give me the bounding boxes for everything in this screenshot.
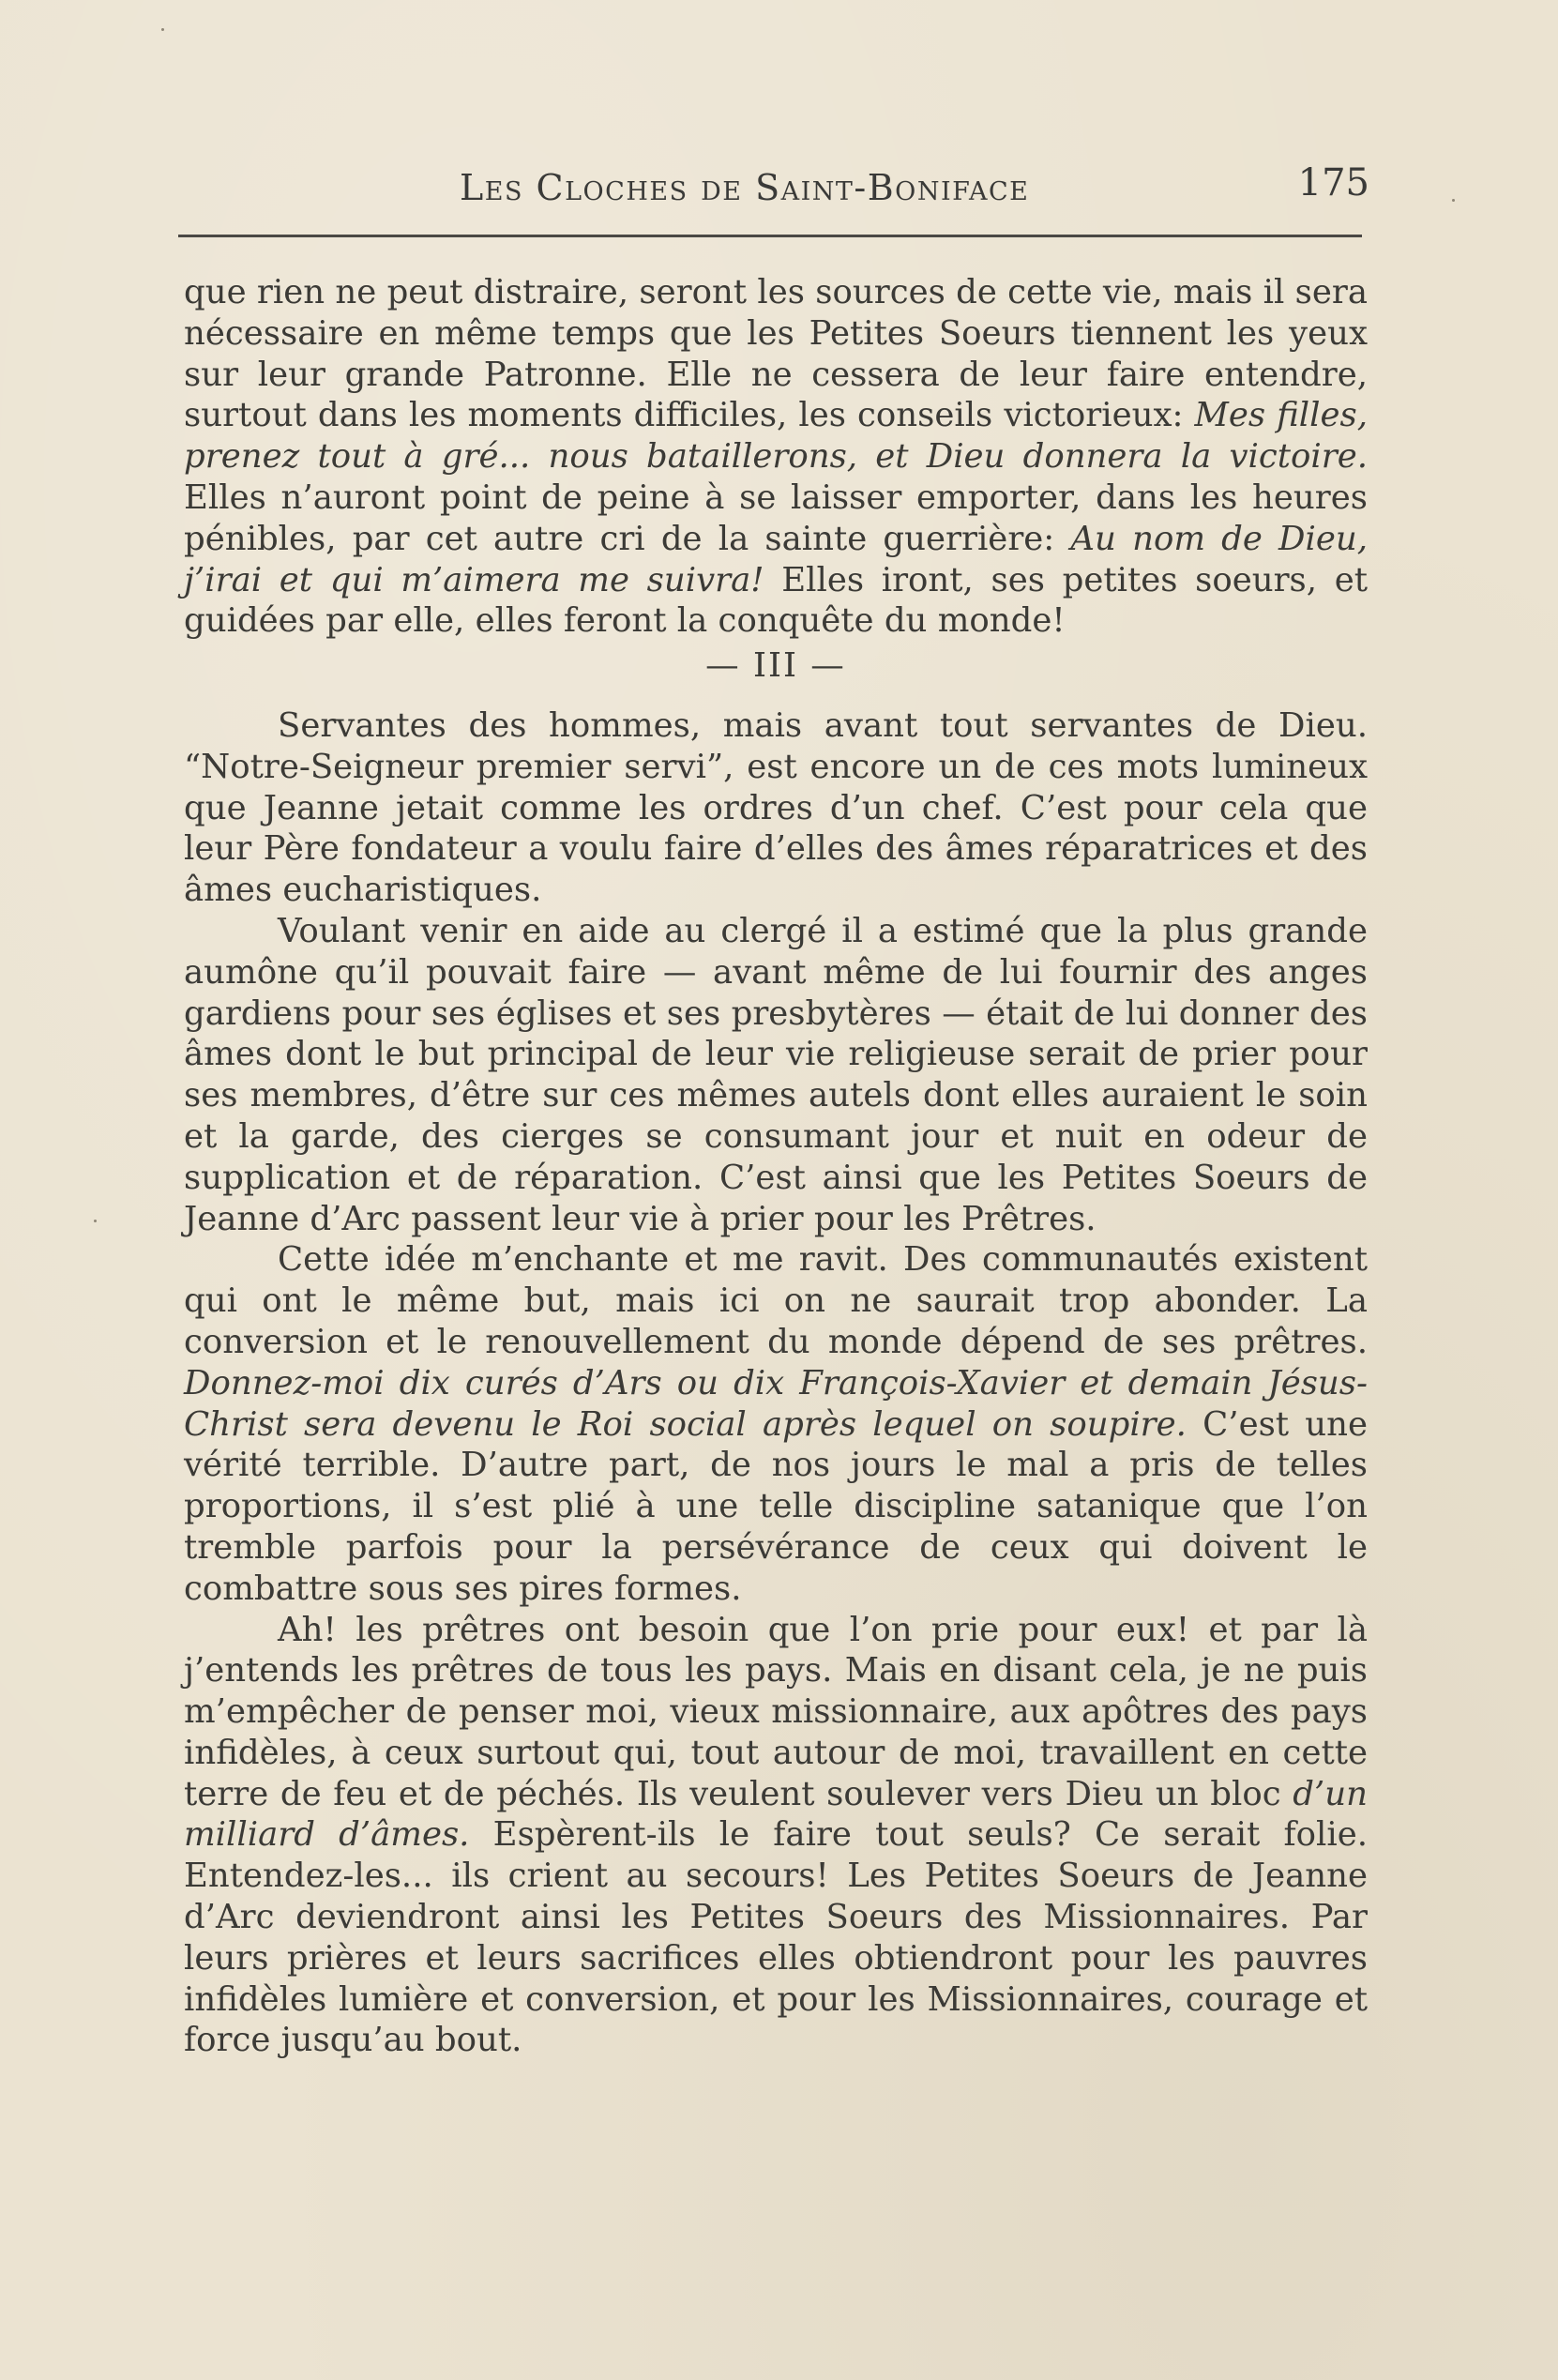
body-text bbox=[184, 272, 1368, 2061]
section-heading: — III — bbox=[705, 646, 846, 686]
paragraph-4-quote: Donnez-moi dix curés d’Ars ou dix François-Xavier et demain Jésus-Christ sera devenu le Roi social après lequel on soupire. bbox=[184, 1363, 1368, 1444]
paper-speck bbox=[94, 1220, 97, 1222]
paragraph-5-emphasis: d’un milliard d’âmes. bbox=[184, 1774, 1368, 1855]
paragraph-1-quote-2: Au nom de Dieu, j’irai et qui m’aimera me suivra! bbox=[184, 519, 1368, 599]
paragraph-4-text-2: C’est une vérité terrible. D’autre part, de nos jours le mal a pris de telles proportions, il s’est plié à une telle discipline satanique que l’on tremble parfois pour la persévérance de ceux qui doivent le combattre sous ses pires formes. bbox=[184, 1404, 1368, 1608]
paper-speck bbox=[1452, 199, 1455, 202]
paragraph-4-text: Cette idée m’enchante et me ravit. Des communautés existent qui ont le même but, mais ici on ne saurait trop abonder. La conversion et le renouvellement du monde dépend de ses prêtres. bbox=[184, 1240, 1368, 1361]
paragraph-1-text-3: Elles iront, ses petites soeurs, et guidées par elle, elles feront la conquête du monde! bbox=[184, 560, 1368, 641]
paragraph-continued bbox=[184, 272, 1368, 642]
paragraph-1-quote-1: Mes filles, prenez tout à gré... nous bataillerons, et Dieu donnera la victoire. bbox=[184, 396, 1368, 477]
page-header bbox=[178, 161, 1369, 218]
page-number: 175 bbox=[1297, 161, 1369, 205]
paragraph-2: Servantes des hommes, mais avant tout servantes de Dieu. “Notre-Seigneur premier servi”, est encore un de ces mots lumineux que Jeanne jetait comme les ordres d’un chef. C’est pour cela que leur Père fondateur a voulu faire d’elles des âmes réparatrices et des âmes eucharistiques. bbox=[184, 705, 1368, 910]
paragraph-5-text: Ah! les prêtres ont besoin que l’on prie pour eux! et par là j’entends les prêtres de tous les pays. Mais en disant cela, je ne puis m’empêcher de penser moi, vieux missionnaire, aux apôtres des pays infidèles, à ceux surtout qui, tout autour de moi, travaillent en cette terre de feu et de péchés. Ils veulent soulever vers Dieu un bloc bbox=[184, 1610, 1368, 1813]
paragraph-5 bbox=[184, 1610, 1368, 2062]
paragraph-1-text-2: Elles n’auront point de peine à se laisser emporter, dans les heures pénibles, par cet autre cri de la sainte guerrière: bbox=[184, 478, 1368, 558]
paragraph-5-text-2: Espèrent-ils le faire tout seuls? Ce serait folie. Entendez-les... ils crient au secours! Les Petites Soeurs de Jeanne d’Arc deviendront ainsi les Petites Soeurs des Missionnaires. Par leurs prières et leurs sacrifices elles obtiendront pour les pauvres infidèles lumière et conversion, et pour les Missionnaires, courage et force jusqu’au bout. bbox=[184, 1815, 1368, 2060]
header-rule bbox=[178, 235, 1362, 237]
paragraph-3: Voulant venir en aide au clergé il a estimé que la plus grande aumône qu’il pouvait faire — avant même de lui fournir des anges gardiens pour ses églises et ses presbytères — était de lui donner des âmes dont le but principal de leur vie religieuse serait de prier pour ses membres, d’être sur ces mêmes autels dont elles auraient le soin et la garde, des cierges se consumant jour et nuit en odeur de supplication et de réparation. C’est ainsi que les Petites Soeurs de Jeanne d’Arc passent leur vie à prier pour les Prêtres. bbox=[184, 911, 1368, 1238]
paragraph-1-text: que rien ne peut distraire, seront les sources de cette vie, mais il sera nécessaire en même temps que les Petites Soeurs tiennent les yeux sur leur grande Patronne. Elle ne cessera de leur faire entendre, surtout dans les moments difficiles, les conseils victorieux: bbox=[184, 273, 1368, 435]
paragraph-4 bbox=[184, 1239, 1368, 1609]
running-title: Les Cloches de Saint-Boniface bbox=[460, 167, 1030, 208]
paper-speck bbox=[161, 28, 164, 31]
